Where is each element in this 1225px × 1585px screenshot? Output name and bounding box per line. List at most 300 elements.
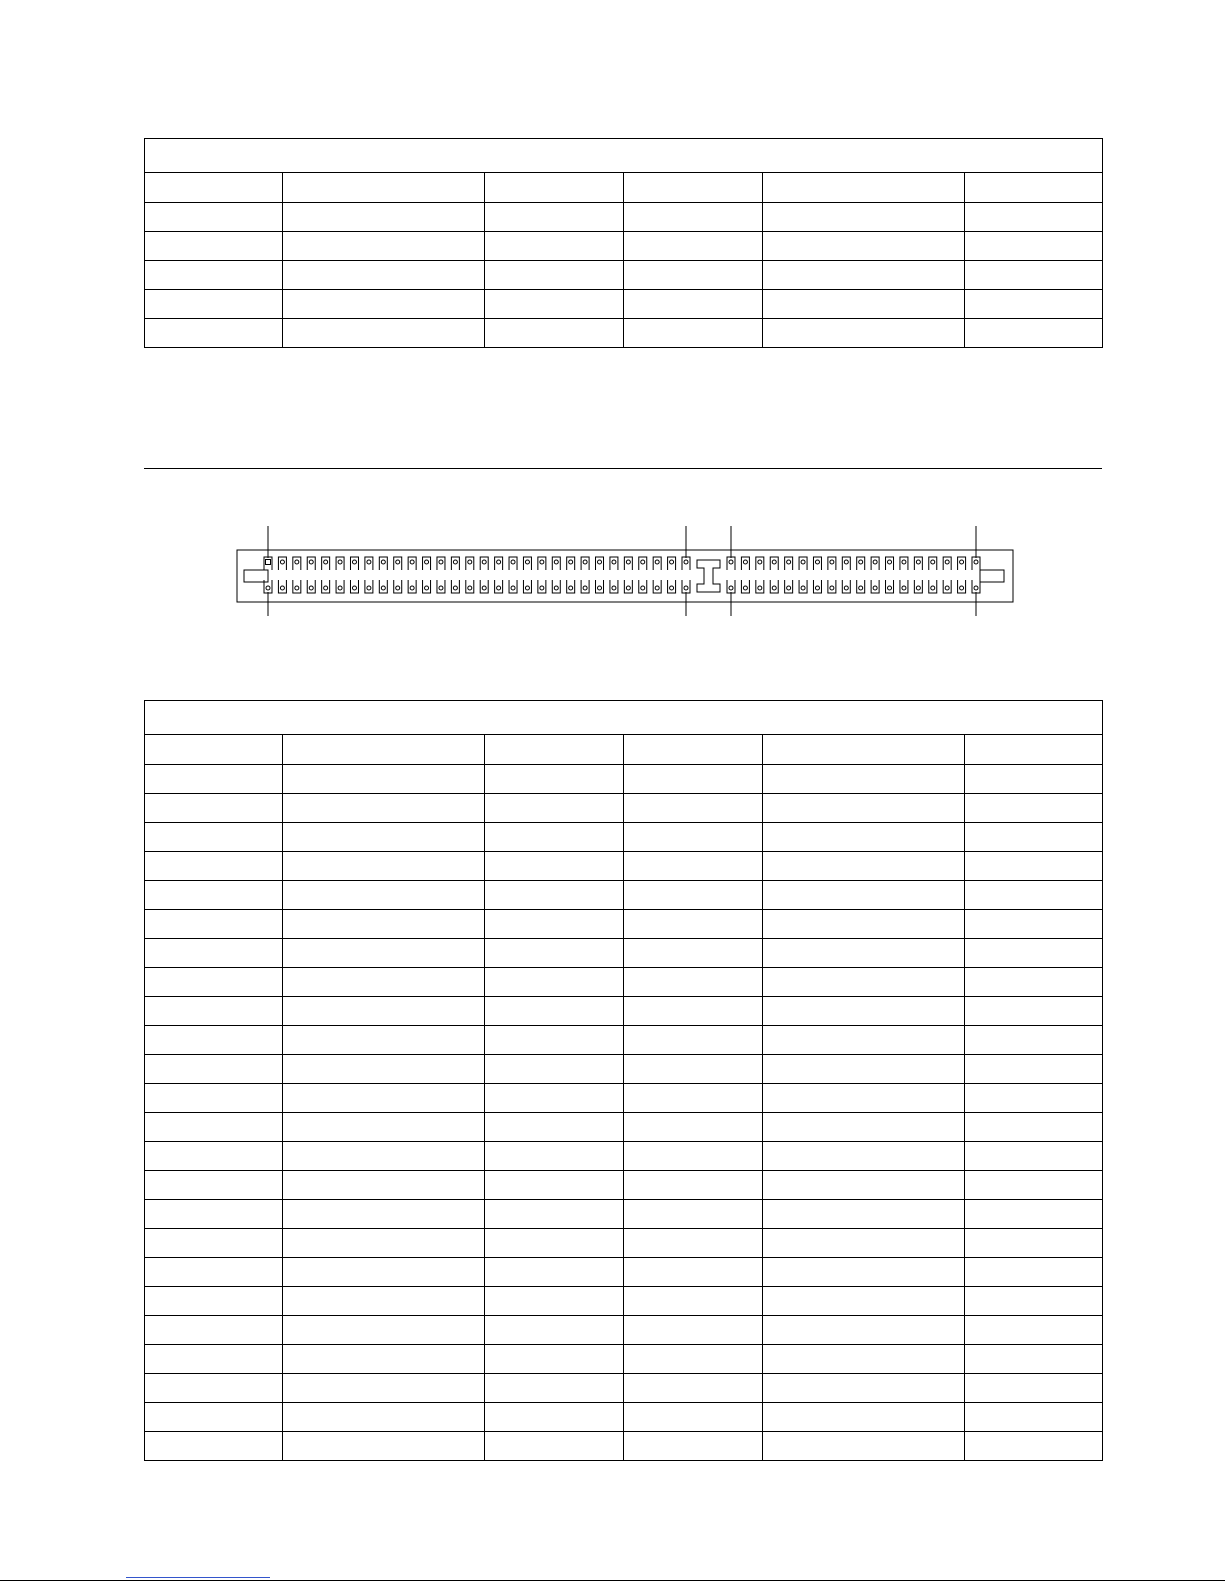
table-header-cell	[145, 735, 283, 765]
connector-pin-hole	[772, 560, 776, 564]
footer-divider	[0, 1580, 1225, 1581]
connector-pin-hole	[482, 560, 486, 564]
table-row	[145, 1345, 1103, 1374]
connector-pin-hole	[787, 560, 791, 564]
table-cell	[485, 1316, 624, 1345]
table-cell	[485, 1055, 624, 1084]
table-cell	[624, 1316, 763, 1345]
table-cell	[965, 881, 1103, 910]
table-cell	[485, 765, 624, 794]
connector-pin-hole	[801, 586, 805, 590]
connector-pin-hole	[655, 586, 659, 590]
table-row	[145, 1432, 1103, 1461]
table-row	[145, 232, 1103, 261]
table-cell	[965, 261, 1103, 290]
connector-pin-hole	[511, 560, 515, 564]
table-cell	[965, 1171, 1103, 1200]
connector-pin-hole	[641, 560, 645, 564]
connector-pin-hole	[280, 586, 284, 590]
connector-pin-hole	[729, 586, 733, 590]
table-cell	[763, 794, 965, 823]
table-cell	[624, 939, 763, 968]
table-cell	[965, 823, 1103, 852]
connector-pin-hole	[815, 560, 819, 564]
table-cell	[763, 910, 965, 939]
table-cell	[485, 1113, 624, 1142]
table-row	[145, 1113, 1103, 1142]
table-cell	[763, 1026, 965, 1055]
table-cell	[965, 1432, 1103, 1461]
connector-pin-hole	[410, 560, 414, 564]
table-cell	[485, 852, 624, 881]
pin-table-bottom	[144, 700, 1103, 1461]
connector-pin-hole	[540, 586, 544, 590]
connector-pin-hole	[960, 560, 964, 564]
table-row	[145, 997, 1103, 1026]
connector-pin-hole	[902, 586, 906, 590]
connector-pin-hole	[324, 560, 328, 564]
table-cell	[763, 1432, 965, 1461]
connector-pin-hole	[873, 586, 877, 590]
connector-pin-hole	[743, 586, 747, 590]
connector-pin-hole	[569, 586, 573, 590]
table-cell	[145, 1026, 283, 1055]
table-row	[145, 852, 1103, 881]
table-cell	[624, 1287, 763, 1316]
connector-pin-hole	[945, 586, 949, 590]
table-cell	[965, 1287, 1103, 1316]
table-cell	[763, 261, 965, 290]
connector-pin-hole	[626, 560, 630, 564]
connector-pin-hole	[396, 586, 400, 590]
connector-pin-hole	[684, 560, 688, 564]
connector-pin-hole	[758, 586, 762, 590]
table-cell	[145, 1258, 283, 1287]
table-cell	[283, 939, 485, 968]
table-cell	[763, 1113, 965, 1142]
table-cell	[624, 852, 763, 881]
connector-pin-hole	[670, 586, 674, 590]
table-cell	[145, 290, 283, 319]
connector-pin-hole	[888, 586, 892, 590]
connector-pin-hole	[439, 586, 443, 590]
table-cell	[763, 1171, 965, 1200]
table-cell	[283, 794, 485, 823]
table-row	[145, 319, 1103, 348]
footer-link-underline[interactable]	[126, 1577, 270, 1578]
table-cell	[965, 794, 1103, 823]
table-cell	[485, 290, 624, 319]
table-cell	[485, 997, 624, 1026]
table-cell	[965, 1200, 1103, 1229]
table-cell	[283, 1113, 485, 1142]
table-cell	[145, 939, 283, 968]
table-header-cell	[624, 173, 763, 203]
connector-pin-hole	[974, 586, 978, 590]
connector-pin-hole	[916, 586, 920, 590]
table-cell	[624, 1113, 763, 1142]
table-cell	[763, 1287, 965, 1316]
table-cell	[283, 1258, 485, 1287]
connector-pin-hole	[540, 560, 544, 564]
table-cell	[624, 203, 763, 232]
connector-pin-hole	[655, 560, 659, 564]
table-cell	[283, 765, 485, 794]
section-divider	[144, 468, 1102, 469]
table-cell	[763, 1142, 965, 1171]
table-cell	[485, 1432, 624, 1461]
connector-pin-hole	[381, 586, 385, 590]
connector-pin-hole	[772, 586, 776, 590]
table-cell	[624, 319, 763, 348]
connector-pin-hole	[960, 586, 964, 590]
table-cell	[145, 1287, 283, 1316]
table-cell	[624, 794, 763, 823]
table-cell	[283, 1200, 485, 1229]
table-cell	[624, 1432, 763, 1461]
table-cell	[624, 1055, 763, 1084]
table-cell	[283, 997, 485, 1026]
table-cell	[283, 1374, 485, 1403]
connector-pin-hole	[670, 560, 674, 564]
table-cell	[485, 910, 624, 939]
connector-pin-hole	[352, 560, 356, 564]
table-cell	[283, 968, 485, 997]
table-cell	[624, 1084, 763, 1113]
table-cell	[485, 203, 624, 232]
table-cell	[145, 1345, 283, 1374]
connector-pin-hole	[598, 560, 602, 564]
center-polarization-key	[697, 560, 720, 592]
table-cell	[283, 1142, 485, 1171]
table-cell	[145, 1142, 283, 1171]
table-cell	[145, 794, 283, 823]
table-cell	[763, 1229, 965, 1258]
connector-pin-hole	[525, 586, 529, 590]
table-cell	[965, 1026, 1103, 1055]
table-cell	[283, 1287, 485, 1316]
table-cell	[485, 1345, 624, 1374]
table-row	[145, 1171, 1103, 1200]
connector-pin-hole	[844, 560, 848, 564]
table-cell	[485, 1229, 624, 1258]
table-cell	[145, 1113, 283, 1142]
connector-pin-hole	[626, 586, 630, 590]
table-row	[145, 203, 1103, 232]
table-cell	[965, 1345, 1103, 1374]
table-cell	[624, 765, 763, 794]
table-cell	[485, 1142, 624, 1171]
connector-pin-hole	[309, 586, 313, 590]
table-row	[145, 1374, 1103, 1403]
table-cell	[145, 968, 283, 997]
connector-pin-hole	[801, 560, 805, 564]
table-cell	[485, 1084, 624, 1113]
table-row	[145, 1403, 1103, 1432]
table-cell	[145, 1200, 283, 1229]
table-cell	[624, 1403, 763, 1432]
table-cell	[145, 1316, 283, 1345]
table-cell	[763, 1345, 965, 1374]
table-cell	[145, 319, 283, 348]
table-header-cell	[965, 173, 1103, 203]
table-cell	[145, 1403, 283, 1432]
connector-pin-hole	[684, 586, 688, 590]
connector-pin-hole	[266, 586, 270, 590]
table-title-cell	[145, 139, 1103, 173]
table-top-body	[145, 173, 1103, 348]
table-cell	[965, 1113, 1103, 1142]
table-cell	[485, 1258, 624, 1287]
connector-pin-hole	[931, 586, 935, 590]
table-header-cell	[624, 735, 763, 765]
connector-pin-hole	[729, 560, 733, 564]
connector-pin-hole	[338, 560, 342, 564]
table-cell	[145, 1055, 283, 1084]
table-row	[145, 290, 1103, 319]
table-cell	[763, 232, 965, 261]
table-cell	[624, 1374, 763, 1403]
table-cell	[485, 1287, 624, 1316]
connector-pin-hole	[612, 560, 616, 564]
table-cell	[763, 1403, 965, 1432]
connector-pin-hole	[410, 586, 414, 590]
table-header-cell	[965, 735, 1103, 765]
table-bottom-body	[145, 735, 1103, 1461]
table-cell	[485, 823, 624, 852]
table-cell	[624, 881, 763, 910]
table-header-cell	[485, 735, 624, 765]
table-cell	[283, 823, 485, 852]
table-cell	[763, 852, 965, 881]
table-header-cell	[283, 735, 485, 765]
table-cell	[624, 968, 763, 997]
connector-pin-hole	[945, 560, 949, 564]
table-cell	[283, 881, 485, 910]
connector-pin-hole	[338, 586, 342, 590]
table-cell	[624, 1229, 763, 1258]
connector-pin-hole	[815, 586, 819, 590]
table-cell	[763, 997, 965, 1026]
table-cell	[624, 1171, 763, 1200]
table-cell	[145, 997, 283, 1026]
table-cell	[145, 1084, 283, 1113]
connector-pin-hole	[396, 560, 400, 564]
table-row	[145, 910, 1103, 939]
table-row	[145, 1026, 1103, 1055]
table-cell	[485, 261, 624, 290]
table-header-row	[145, 173, 1103, 203]
connector-pin-hole	[280, 560, 284, 564]
connector-pin-hole	[482, 586, 486, 590]
connector-pin-hole	[439, 560, 443, 564]
table-cell	[965, 1229, 1103, 1258]
table-cell	[965, 1084, 1103, 1113]
table-cell	[145, 852, 283, 881]
table-cell	[624, 910, 763, 939]
table-cell	[965, 203, 1103, 232]
table-cell	[763, 968, 965, 997]
table-cell	[283, 1403, 485, 1432]
table-row	[145, 1229, 1103, 1258]
table-header-cell	[485, 173, 624, 203]
table-cell	[763, 1084, 965, 1113]
connector-pin-hole	[758, 560, 762, 564]
table-cell	[763, 1200, 965, 1229]
connector-pin-hole	[425, 560, 429, 564]
table-cell	[485, 232, 624, 261]
table-cell	[145, 1432, 283, 1461]
connector-pinout-diagram	[0, 520, 1225, 620]
table-cell	[283, 1084, 485, 1113]
connector-pin-hole	[859, 560, 863, 564]
table-cell	[485, 939, 624, 968]
table-row	[145, 1258, 1103, 1287]
table-cell	[283, 1316, 485, 1345]
table-cell	[965, 852, 1103, 881]
table-cell	[283, 1026, 485, 1055]
table-cell	[965, 1055, 1103, 1084]
table-header-cell	[283, 173, 485, 203]
table-cell	[624, 232, 763, 261]
table-cell	[283, 852, 485, 881]
table-cell	[965, 290, 1103, 319]
table-header-cell	[763, 735, 965, 765]
table-cell	[485, 319, 624, 348]
table-row	[145, 1084, 1103, 1113]
table-cell	[145, 823, 283, 852]
table-cell	[965, 1142, 1103, 1171]
table-cell	[763, 881, 965, 910]
table-cell	[763, 1258, 965, 1287]
table-title-cell	[145, 701, 1103, 735]
connector-pin-hole	[931, 560, 935, 564]
table-cell	[283, 232, 485, 261]
table-cell	[763, 1374, 965, 1403]
connector-pin-hole	[497, 560, 501, 564]
table-cell	[145, 1374, 283, 1403]
table-cell	[965, 1374, 1103, 1403]
connector-pin-hole	[367, 586, 371, 590]
connector-pin-hole	[743, 560, 747, 564]
table-cell	[283, 1171, 485, 1200]
table-cell	[283, 319, 485, 348]
table-row	[145, 1142, 1103, 1171]
table-header-row	[145, 735, 1103, 765]
table-cell	[624, 823, 763, 852]
connector-pin-hole	[381, 560, 385, 564]
connector-pin-hole	[425, 586, 429, 590]
table-cell	[283, 290, 485, 319]
table-cell	[965, 1403, 1103, 1432]
table-cell	[283, 1345, 485, 1374]
connector-pin-hole	[583, 586, 587, 590]
connector-pin-hole	[468, 586, 472, 590]
table-cell	[485, 1026, 624, 1055]
table-cell	[145, 232, 283, 261]
table-cell	[965, 939, 1103, 968]
table-cell	[145, 881, 283, 910]
table-cell	[283, 261, 485, 290]
connector-pin-hole	[787, 586, 791, 590]
table-cell	[485, 1171, 624, 1200]
table-cell	[283, 910, 485, 939]
connector-pin-hole	[525, 560, 529, 564]
connector-pin-hole	[468, 560, 472, 564]
connector-pin-hole	[295, 586, 299, 590]
table-cell	[283, 1229, 485, 1258]
connector-housing	[237, 550, 1013, 602]
connector-pin-hole	[583, 560, 587, 564]
table-cell	[763, 1055, 965, 1084]
connector-pin-hole	[844, 586, 848, 590]
connector-pin-hole	[859, 586, 863, 590]
connector-pin-hole	[453, 586, 457, 590]
connector-pin-hole	[324, 586, 328, 590]
table-cell	[763, 765, 965, 794]
connector-pin-hole	[453, 560, 457, 564]
table-row	[145, 1200, 1103, 1229]
table-row	[145, 881, 1103, 910]
connector-pin-hole	[352, 586, 356, 590]
right-key-slot	[980, 570, 1004, 582]
table-cell	[145, 203, 283, 232]
table-cell	[624, 290, 763, 319]
connector-pin-hole	[830, 560, 834, 564]
table-cell	[485, 1200, 624, 1229]
connector-pin-hole	[974, 560, 978, 564]
table-cell	[624, 1258, 763, 1287]
table-cell	[145, 765, 283, 794]
connector-pin-hole	[612, 586, 616, 590]
table-cell	[965, 910, 1103, 939]
table-cell	[283, 1432, 485, 1461]
table-header-cell	[145, 173, 283, 203]
connector-pin-hole	[309, 560, 313, 564]
connector-pin-hole	[367, 560, 371, 564]
table-row	[145, 261, 1103, 290]
table-row	[145, 1316, 1103, 1345]
table-cell	[485, 881, 624, 910]
connector-pin-hole	[295, 560, 299, 564]
table-row	[145, 1287, 1103, 1316]
table-cell	[624, 997, 763, 1026]
connector-pin-hole	[598, 586, 602, 590]
table-cell	[624, 1142, 763, 1171]
connector-pin-hole	[511, 586, 515, 590]
table-cell	[283, 1055, 485, 1084]
table-cell	[965, 1316, 1103, 1345]
table-cell	[965, 968, 1103, 997]
table-cell	[485, 968, 624, 997]
table-row	[145, 823, 1103, 852]
table-cell	[965, 319, 1103, 348]
connector-pin-hole	[569, 560, 573, 564]
connector-pin-hole	[873, 560, 877, 564]
table-cell	[485, 1374, 624, 1403]
table-cell	[965, 1258, 1103, 1287]
table-cell	[624, 1026, 763, 1055]
table-cell	[965, 232, 1103, 261]
table-cell	[763, 290, 965, 319]
table-cell	[145, 910, 283, 939]
connector-pin-hole	[902, 560, 906, 564]
connector-pin-hole	[554, 560, 558, 564]
table-cell	[624, 261, 763, 290]
table-cell	[965, 765, 1103, 794]
table-row	[145, 968, 1103, 997]
table-cell	[145, 1171, 283, 1200]
